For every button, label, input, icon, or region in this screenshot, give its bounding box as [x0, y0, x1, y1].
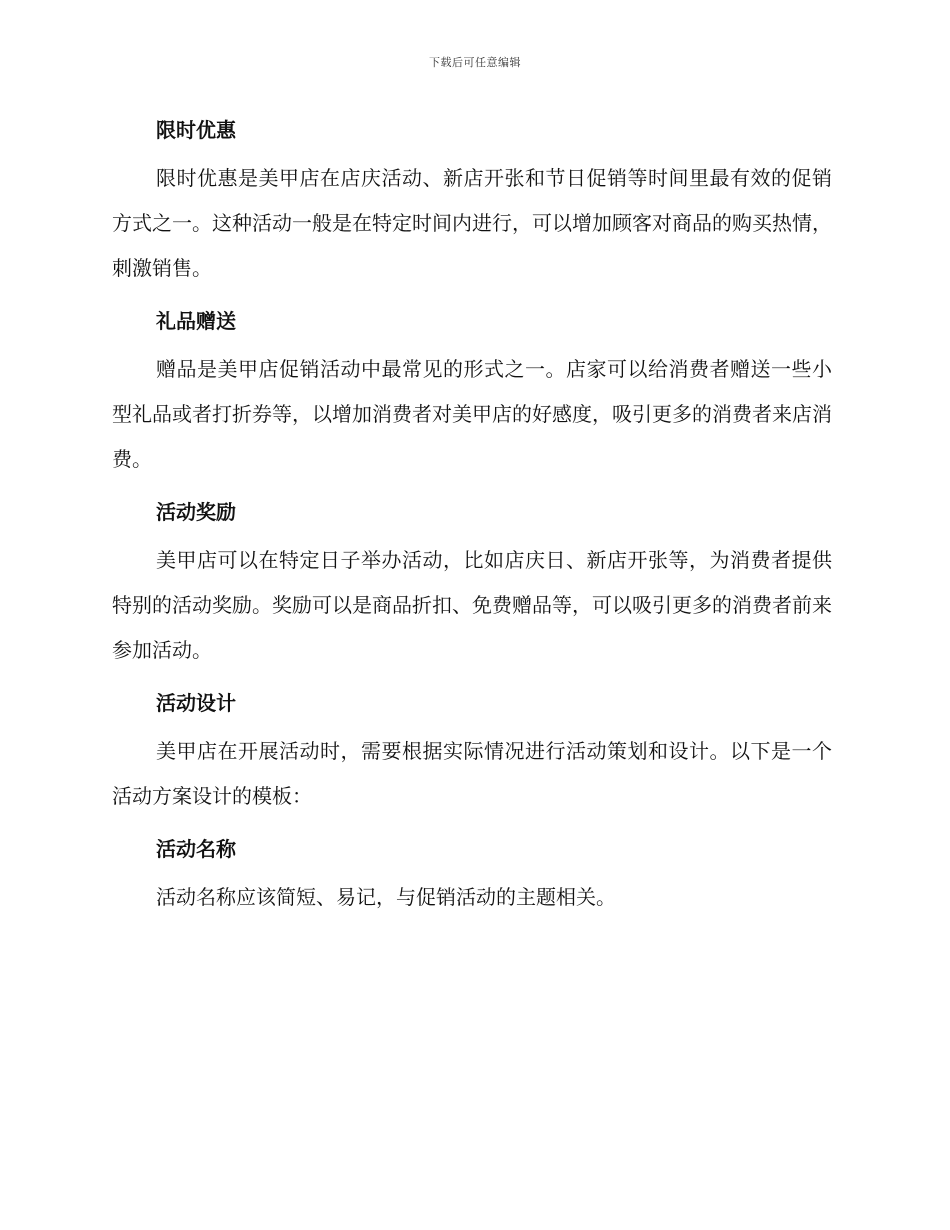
- section-heading: 活动名称: [156, 837, 236, 861]
- document-body: [112, 110, 832, 930]
- section-gift: [112, 301, 832, 482]
- section-reward: [112, 492, 832, 673]
- section-paragraph: 限时优惠是美甲店在店庆活动、新店开张和节日促销等时间里最有效的促销方式之一。这种活动一般是在特定时间内进行，可以增加顾客对商品的购买热情，刺激销售。: [112, 166, 832, 280]
- section-heading: 礼品赠送: [156, 309, 236, 333]
- section-heading: 限时优惠: [156, 118, 236, 142]
- section-heading: 活动奖励: [156, 500, 236, 524]
- section-design: [112, 683, 832, 819]
- section-paragraph: 活动名称应该简短、易记，与促销活动的主题相关。: [156, 885, 616, 909]
- section-paragraph: 赠品是美甲店促销活动中最常见的形式之一。店家可以给消费者赠送一些小型礼品或者打折券等，以增加消费者对美甲店的好感度，吸引更多的消费者来店消费。: [112, 357, 832, 471]
- section-paragraph: 美甲店可以在特定日子举办活动，比如店庆日、新店开张等，为消费者提供特别的活动奖励。奖励可以是商品折扣、免费赠品等，可以吸引更多的消费者前来参加活动。: [112, 548, 832, 662]
- page-header: 下载后可任意编辑: [429, 56, 521, 69]
- section-name: [112, 829, 832, 920]
- section-paragraph: 美甲店在开展活动时，需要根据实际情况进行活动策划和设计。以下是一个活动方案设计的模板：: [112, 739, 832, 808]
- section-heading: 活动设计: [156, 691, 236, 715]
- section-limited-offer: [112, 110, 832, 291]
